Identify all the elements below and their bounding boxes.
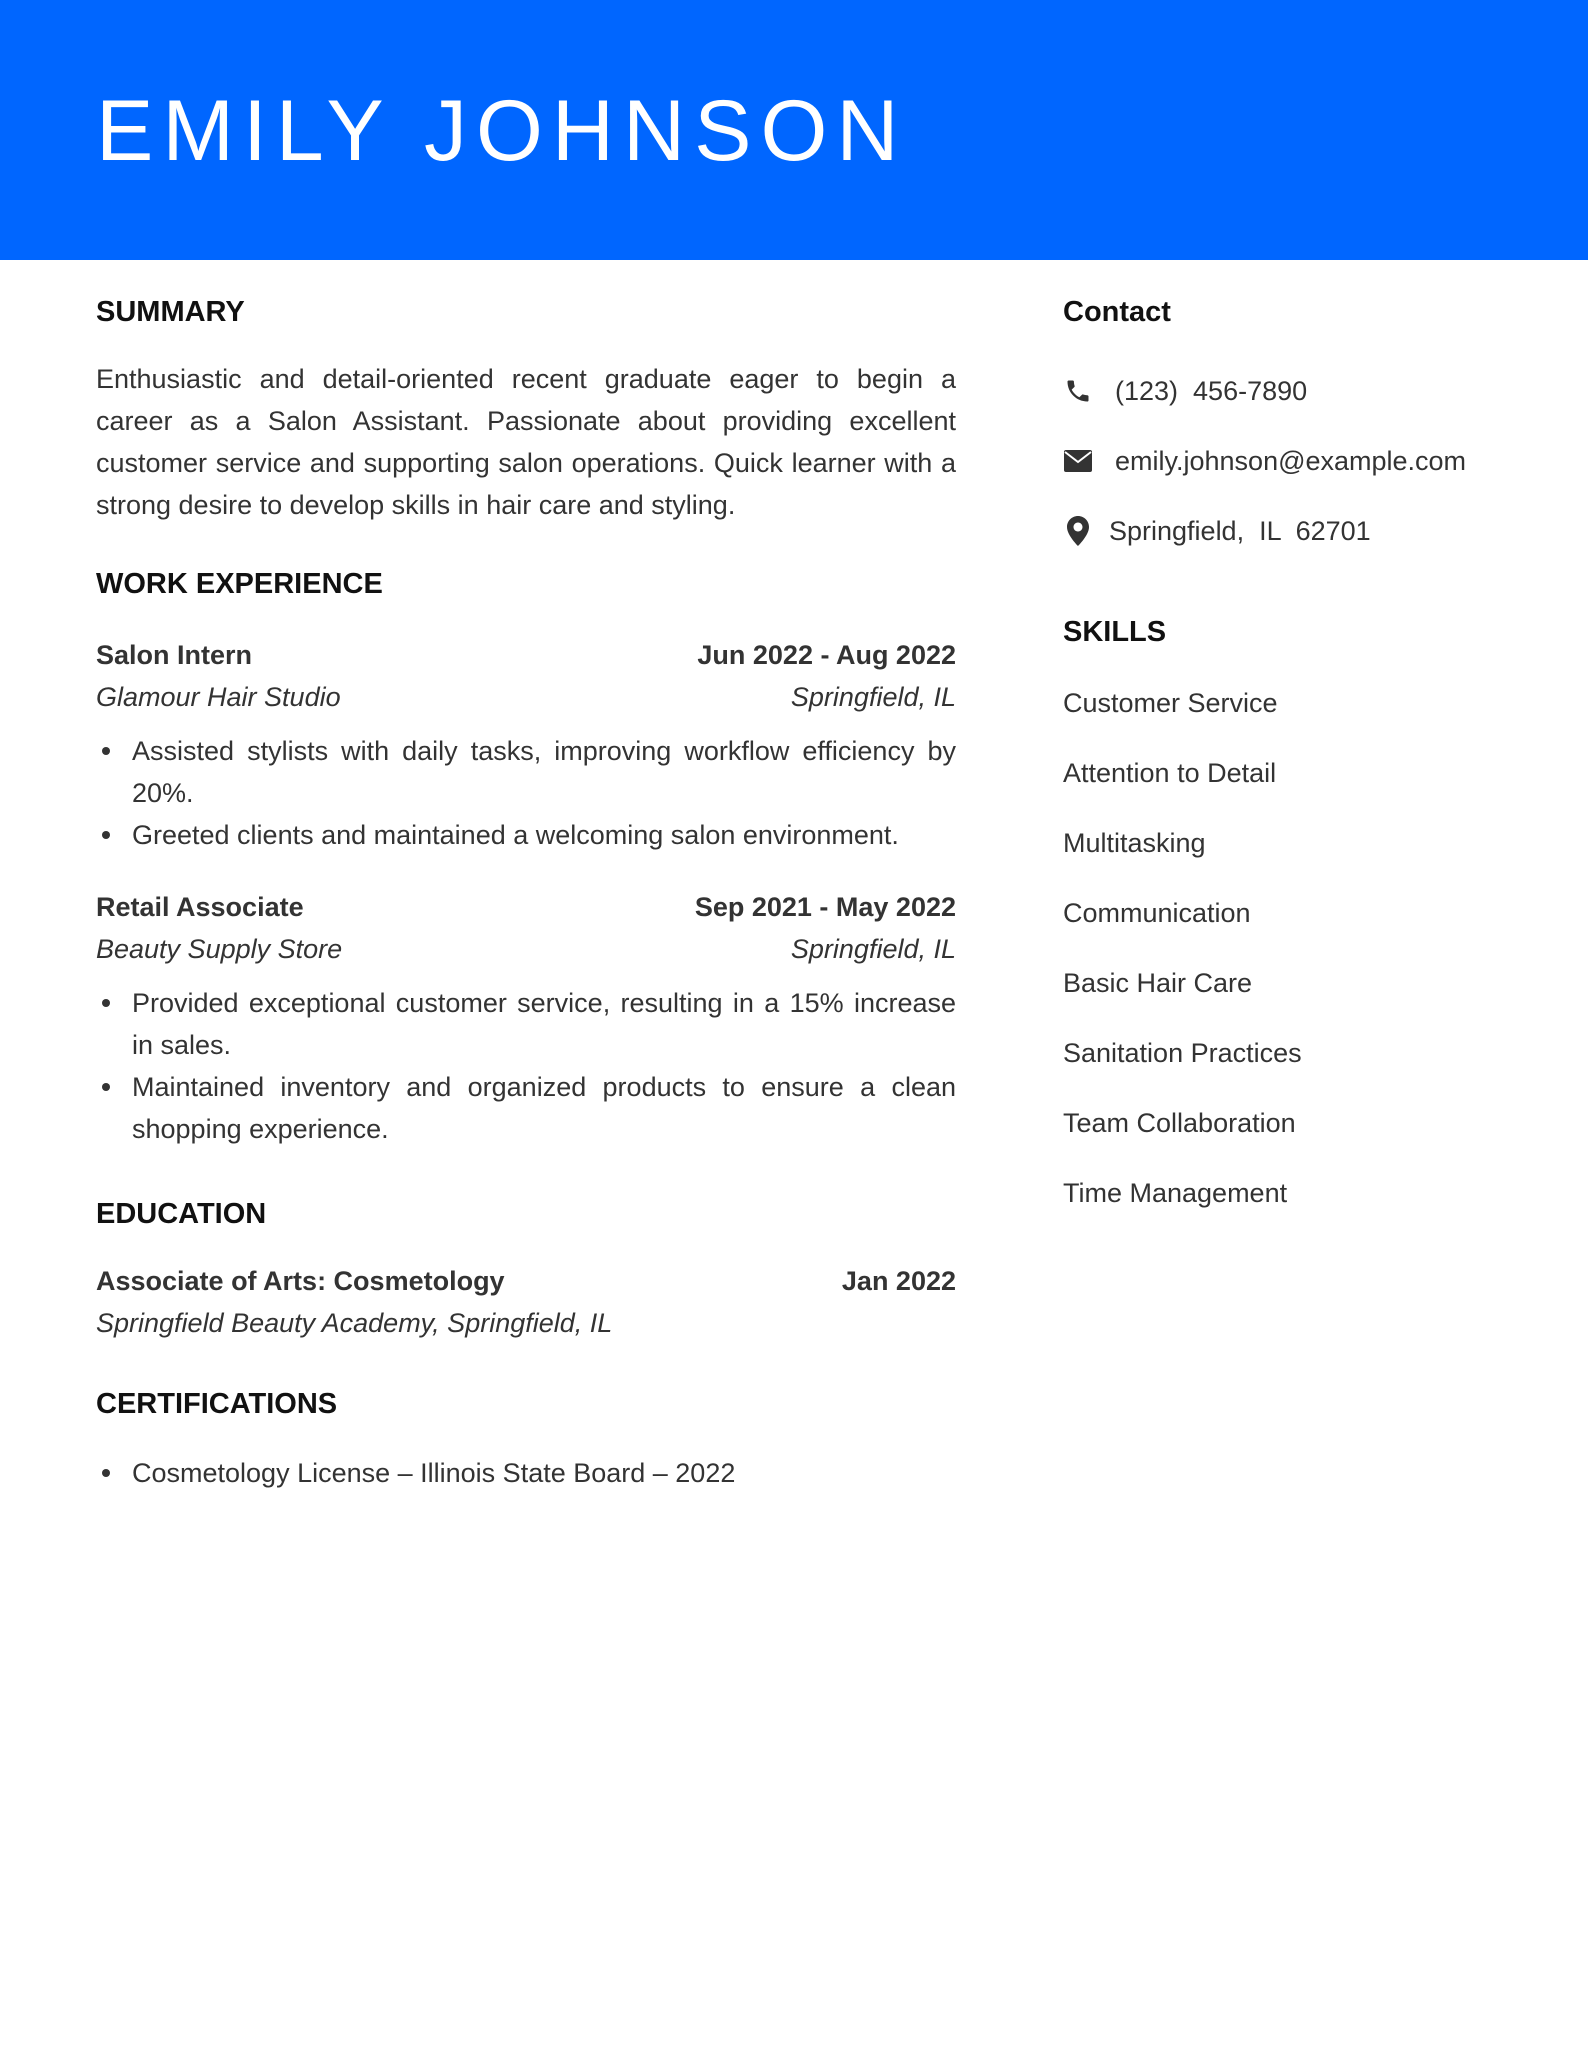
phone-icon [1063, 376, 1093, 406]
job-dates: Sep 2021 - May 2022 [694, 892, 956, 922]
contact-email [1063, 440, 1523, 482]
skill-item: Team Collaboration [1063, 1108, 1296, 1138]
education-date: Jan 2022 [841, 1266, 956, 1296]
certifications-list [96, 1452, 956, 1494]
contact-section [1063, 292, 1523, 552]
header-banner [0, 0, 1588, 260]
education-section [96, 1194, 956, 1344]
summary-title: SUMMARY [96, 296, 245, 328]
job-entry [96, 634, 956, 856]
summary-section [96, 292, 956, 526]
skill-item: Customer Service [1063, 688, 1278, 718]
skills-section [1063, 612, 1523, 1214]
skill-item: Sanitation Practices [1063, 1038, 1302, 1068]
envelope-icon [1063, 446, 1093, 476]
contact-title: Contact [1063, 296, 1171, 328]
job-bullet: Assisted stylists with daily tasks, improving workflow efficiency by 20%. [96, 730, 956, 814]
job-bullet: Provided exceptional customer service, resulting in a 15% increase in sales. [96, 982, 956, 1066]
sidebar-column [1063, 292, 1523, 1214]
skill-item: Time Management [1063, 1178, 1288, 1208]
job-bullets [96, 730, 956, 856]
degree: Associate of Arts: Cosmetology [96, 1266, 505, 1296]
location-text: Springfield, IL 62701 [1109, 516, 1371, 546]
map-pin-icon [1063, 516, 1093, 546]
work-experience-section [96, 564, 956, 1150]
skills-title: SKILLS [1063, 616, 1167, 648]
certifications-section [96, 1384, 956, 1494]
job-bullet: Greeted clients and maintained a welcoming salon environment. [96, 814, 956, 856]
certification-item: Cosmetology License – Illinois State Board – 2022 [96, 1452, 956, 1494]
main-column [96, 292, 956, 1494]
job-role: Salon Intern [96, 640, 253, 670]
job-role: Retail Associate [96, 892, 304, 922]
certifications-title: CERTIFICATIONS [96, 1388, 338, 1420]
job-company: Glamour Hair Studio [96, 682, 341, 712]
skill-item: Multitasking [1063, 828, 1206, 858]
work-experience-title: WORK EXPERIENCE [96, 568, 383, 600]
job-location: Springfield, IL [790, 682, 956, 712]
job-dates: Jun 2022 - Aug 2022 [697, 640, 956, 670]
school: Springfield Beauty Academy, Springfield, IL [96, 1308, 613, 1338]
job-company: Beauty Supply Store [96, 934, 343, 964]
skill-item: Communication [1063, 898, 1251, 928]
contact-location [1063, 510, 1523, 552]
skill-item: Basic Hair Care [1063, 968, 1253, 998]
phone-number[interactable]: (123) 456-7890 [1115, 376, 1308, 406]
email-address[interactable]: emily.johnson@example.com [1115, 446, 1467, 476]
job-location: Springfield, IL [790, 934, 956, 964]
job-bullets [96, 982, 956, 1150]
skill-item: Attention to Detail [1063, 758, 1277, 788]
candidate-name: EMILY JOHNSON [96, 83, 908, 179]
job-bullet: Maintained inventory and organized products to ensure a clean shopping experience. [96, 1066, 956, 1150]
summary-text: Enthusiastic and detail-oriented recent graduate eager to begin a career as a Salon Assistant. Passionate about providing excellent customer service and supporting salon operations. Quick learner with a strong desire to develop skills in hair care and styling. [96, 364, 956, 520]
education-title: EDUCATION [96, 1198, 267, 1230]
contact-phone [1063, 370, 1523, 412]
job-entry [96, 886, 956, 1150]
